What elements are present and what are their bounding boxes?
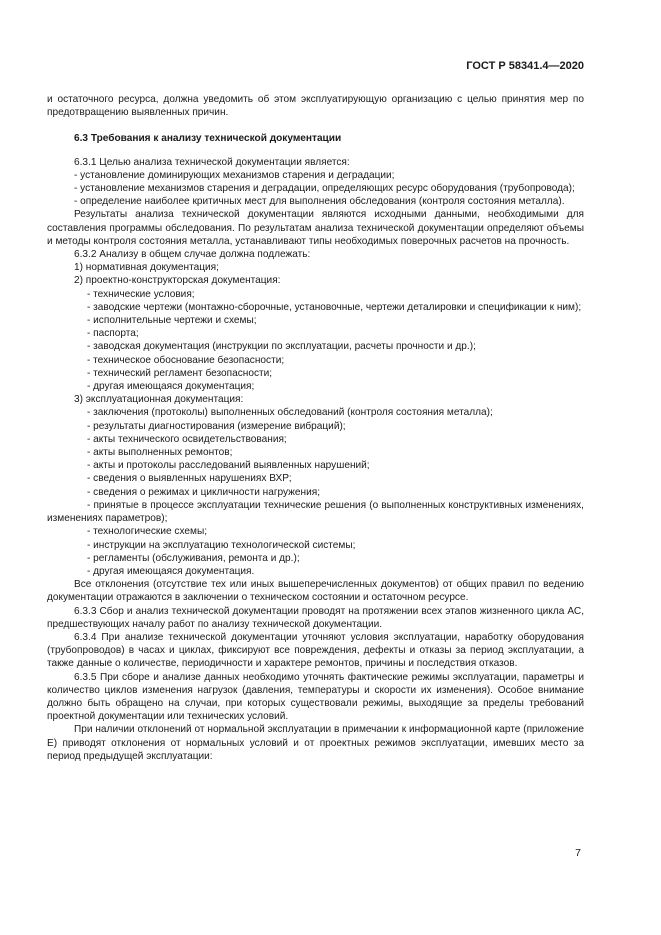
op-doc-item: - принятые в процессе эксплуатации технические решения (о выполненных конструктивных изменениях, изменениях параметров); [47,499,584,525]
list-item-3: 3) эксплуатационная документация: [74,394,244,406]
list-item-2: 2) проектно-конструкторская документация: [74,275,281,287]
design-doc-item: - заводская документация (инструкции по эксплуатации, расчеты прочности и др.); [87,341,476,353]
clause-6-3-4: 6.3.4 При анализе технической документации уточняют условия эксплуатации, наработку оборудования (трубопроводов) в часах и циклах, фиксируют все повреждения, дефекты и отказы за период эксплуатации, а также данные о количестве, периодичности и характере ремонтов, причины и последствия отказов. [47,631,584,670]
clause-6-3-3: 6.3.3 Сбор и анализ технической документации проводят на протяжении всех этапов жизненного цикла АС, предшествующих началу работ по анализу технической документации. [47,605,584,630]
final-paragraph: При наличии отклонений от нормальной эксплуатации в примечании к информационной карте (приложение Е) приводят отклонения от нормальных условий и от проектных режимов эксплуатации, имевших место за период предыдущей эксплуатации: [47,724,584,762]
op-doc-item: - сведения о выявленных нарушениях ВХР; [87,473,292,485]
design-doc-item: - технические условия; [87,288,195,300]
clause-6-3-2: 6.3.2 Анализу в общем случае должна подлежать: [74,249,311,261]
design-doc-item: - технический регламент безопасности; [87,367,273,379]
section-title: 6.3 Требования к анализу технической документации [74,133,342,145]
design-doc-item: - исполнительные чертежи и схемы; [87,315,257,327]
clause-6-3-1: 6.3.1 Целью анализа технической документации является: [74,156,350,168]
op-doc-item: - акты и протоколы расследований выявленных нарушений; [87,460,370,472]
goal-item: - определение наиболее критичных мест для выполнения обследования (контроля состояния металла). [74,196,565,208]
list-item-1: 1) нормативная документация; [74,262,219,274]
design-doc-item: - заводские чертежи (монтажно-сборочные, установочные, чертежи деталировки и спецификации к ним); [87,301,582,313]
design-doc-item: - другая имеющаяся документация; [87,381,255,393]
op-doc-item: - другая имеющаяся документация. [87,565,255,577]
goal-item: - установление доминирующих механизмов старения и деградации; [74,169,395,181]
results-paragraph: Результаты анализа технической документации являются исходными данными, необходимыми для составления программы обследования. По результатам анализа технической документации определяют объемы и методы контроля состояния металла, устанавливают типы необходимых поверочных расчетов на прочность. [47,209,584,247]
standard-code: ГОСТ Р 58341.4—2020 [466,60,584,72]
design-doc-item: - техническое обоснование безопасности; [87,354,285,366]
intro-paragraph: и остаточного ресурса, должна уведомить об этом эксплуатирующую организацию с целью принятия мер по предотвращению выявленных причин. [47,94,584,119]
page-number: 7 [575,847,581,859]
op-doc-item: - акты выполненных ремонтов; [87,447,233,459]
op-doc-item: - заключения (протоколы) выполненных обследований (контроля состояния металла); [87,407,493,419]
goal-item: - установление механизмов старения и деградации, определяющих ресурс оборудования (трубопровода); [74,183,575,195]
op-doc-item: - акты технического освидетельствования; [87,433,287,445]
op-doc-item: - инструкции на эксплуатацию технологической системы; [87,539,356,551]
page-body [47,93,584,763]
design-doc-item: - паспорта; [87,328,139,340]
op-doc-item: - сведения о режимах и цикличности нагружения; [87,486,321,498]
deviations-paragraph: Все отклонения (отсутствие тех или иных вышеперечисленных документов) от общих правил по ведению документации отражаются в заключении о техническом состоянии и остаточном ресурсе. [47,579,584,604]
op-doc-item: - регламенты (обслуживания, ремонта и др.); [87,552,300,564]
clause-6-3-5: 6.3.5 При сборе и анализе данных необходимо уточнять фактические режимы эксплуатации, параметры и количество циклов изменения нагрузок (давления, температуры и скорости их изменения). Особое внимание должно быть обращено на случаи, при которых существовали режимы, выходящие за пределы требований проектной документации или технических условий. [47,671,584,723]
op-doc-item: - технологические схемы; [87,526,208,538]
op-doc-item: - результаты диагностирования (измерение вибраций); [87,420,346,432]
